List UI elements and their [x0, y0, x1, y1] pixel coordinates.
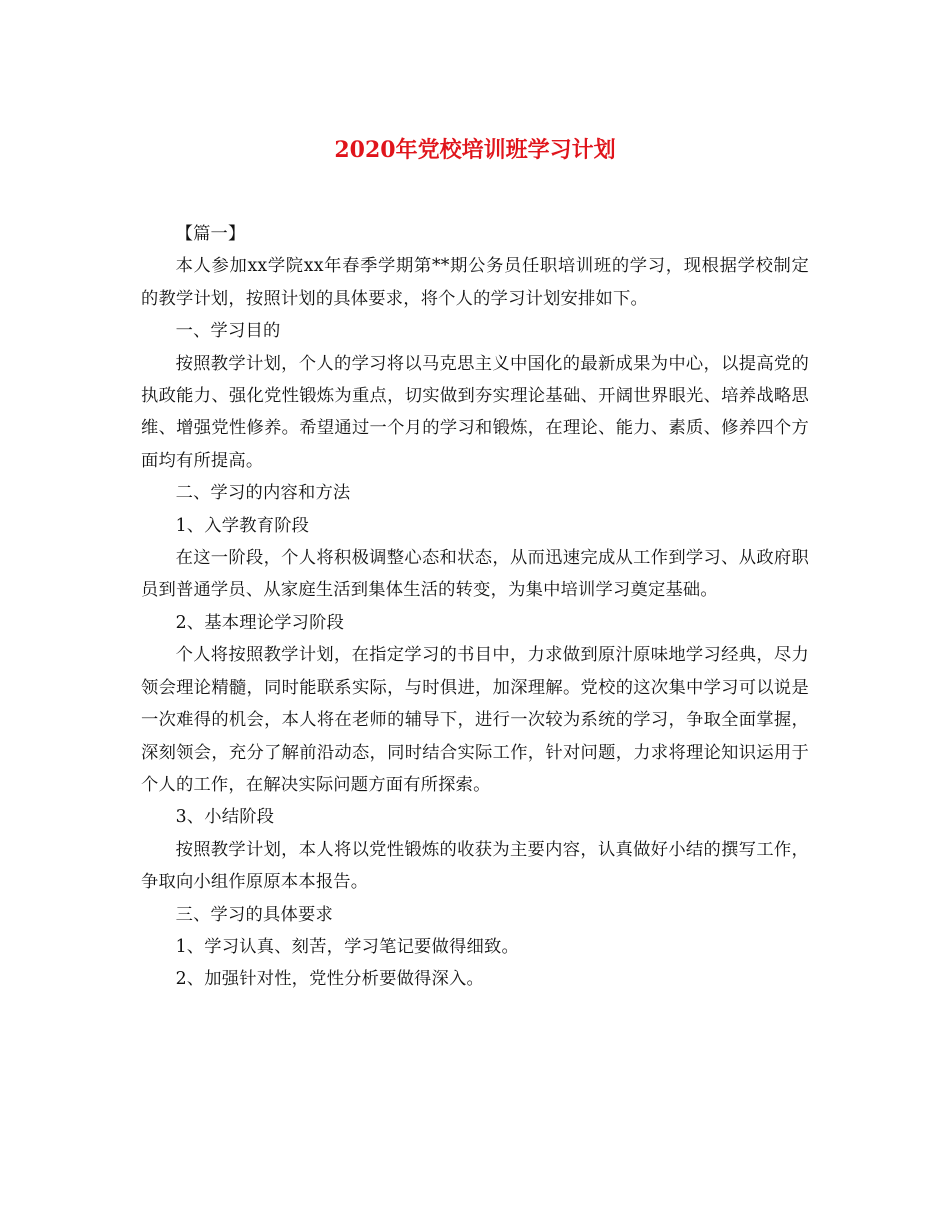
section-heading: 一、学习目的 — [175, 321, 281, 342]
section-heading: 三、学习的具体要求 — [175, 904, 333, 925]
body-paragraph: 在这一阶段，个人将积极调整心态和状态，从而迅速完成从工作到学习、从政府职员到普通学员、从家庭生活到集体生活的转变，为集中培训学习奠定基础。 — [141, 548, 809, 601]
body-paragraph: 个人将按照教学计划，在指定学习的书目中，力求做到原汁原味地学习经典，尽力领会理论精髓，同时能联系实际，与时俱进，加深理解。党校的这次集中学习可以说是一次难得的机会，本人将在老师的辅导下，进行一次较为系统的学习，争取全面掌握，深刻领会，充分了解前沿动态，同时结合实际工作，针对问题，力求将理论知识运用于个人的工作，在解决实际问题方面有所探索。 — [141, 645, 809, 795]
document-title: 2020年党校培训班学习计划 — [334, 137, 616, 163]
document-body — [141, 218, 809, 996]
subsection-heading: 2、基本理论学习阶段 — [175, 612, 345, 633]
list-item: 2、加强针对性，党性分析要做得深入。 — [175, 969, 484, 990]
body-paragraph: 按照教学计划，本人将以党性锻炼的收获为主要内容，认真做好小结的撰写工作，争取向小组作原原本本报告。 — [141, 839, 809, 893]
list-item: 1、学习认真、刻苦，学习笔记要做得细致。 — [175, 936, 519, 957]
intro-paragraph: 本人参加xx学院xx年春季学期第**期公务员任职培训班的学习，现根据学校制定的教学计划，按照计划的具体要求，将个人的学习计划安排如下。 — [141, 256, 809, 309]
subsection-heading: 3、小结阶段 — [175, 807, 275, 828]
section-heading: 二、学习的内容和方法 — [175, 483, 351, 504]
body-paragraph: 按照教学计划，个人的学习将以马克思主义中国化的最新成果为中心，以提高党的执政能力、强化党性锻炼为重点，切实做到夯实理论基础、开阔世界眼光、培养战略思维、增强党性修养。希望通过一个月的学习和锻炼，在理论、能力、素质、修养四个方面均有所提高。 — [141, 353, 809, 471]
subsection-heading: 1、入学教育阶段 — [175, 515, 310, 536]
section-label: 【篇一】 — [175, 224, 246, 244]
